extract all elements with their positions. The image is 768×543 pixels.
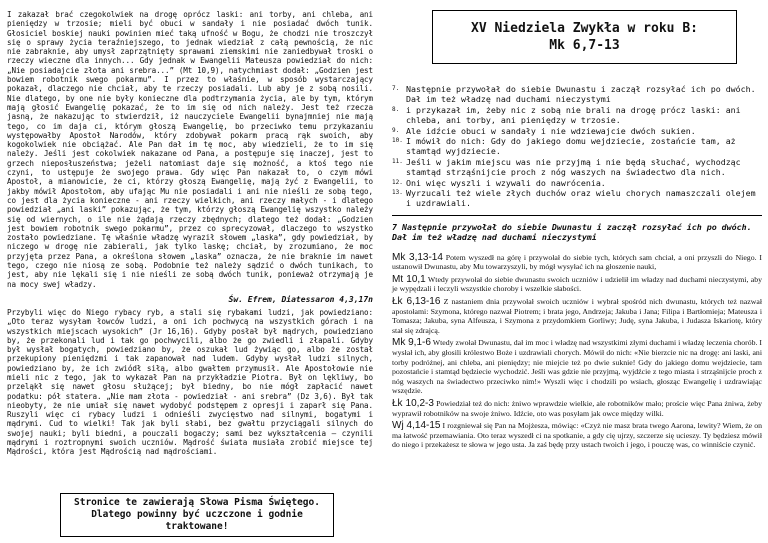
notice-line-1: Stronice te zawierają Słowa Pisma Świętego. bbox=[74, 497, 320, 508]
commentary-paragraph-2: Przybyli więc do Niego rybacy ryb, a stali się rybakami ludzi, jak powiedziano: „Oto teraz wysyłam łowców ludzi, a oni ich pochwycą na wszystkich górach i na wszystkich miejscach wysokich” (Jr 16,16). Gdyby posłał był mądrych, powiedziano by, że przekonali lud i tak go pochwycili, albo że go zwiedli i złapali. Gdyby był wysłał bogatych, powiedziano by, że oszukał lud żywiąc go, albo że został przekupiony pieniędzmi i tak zapanował nad ludem. Gdyby wysłał ludzi silnych, powiedziano by, że ich zwiódł siłą, albo gwałtem przymusił. Ale Apostołowie nie mieli nic z tego, jak to wykazał Pan na przykładzie Piotra. Był on lękliwy, bo przeląkł się nawet głosu służącej; był biedny, bo nie mógł zapłacić nawet podatku: pół statera. „Nie mam złota - powiedział - ani srebra” (Dz 3,6). Był tak nieobyty, że nie umiał się nawet wydobyć podstępem z opresji i zaparł się Pana. Ruszyli więc ci rybacy ludzi i odnieśli zwycięstwo nad silnymi, bogatymi i mądrymi. Cud to wielki! Tak jak byli słabi, bez gwałtu przyciągali silnych do swojej nauki; byli biedni, a pouczali bogaczy; sami bez wykształcenia – czynili mądrymi i roztropnymi swoich uczniów. Mądrość świata musiała zrobić miejsce tej Mądrości, która jest Mądrością nad mądrościami. bbox=[7, 307, 373, 457]
verse-item: 7. Następnie przywołał do siebie Dwunastu i zaczął rozsyłać ich po dwóch. Dał im też władzę nad duchami nieczystymi bbox=[392, 84, 756, 105]
cross-reference-item: Mk 9,1-6 Wtedy zwołał Dwunastu, dał im moc i władzę nad wszystkimi złymi duchami i władzę leczenia chorób. I wysłał ich, aby głosili królestwo Boże i uzdrawiali chorych. Mówił do nich: «Nie bierzcie nic na drogę: ani laski, ani torby podróżnej, ani chleba, ani pieniędzy; nie miejcie też po dwie suknie! Gdy do jakiego domu wejdziecie, tam pozostańcie i stamtąd będziecie wychodzić. Jeśli was gdzie nie przyjmą, wyjdźcie z tego miasta i strząśnijcie proch z nóg waszych na świadectwo przeciwko nim!» Wyszli więc i chodzili po wsiach, głosząc Ewangelię i uzdrawiając wszędzie. bbox=[392, 337, 762, 396]
notice-line-2: Dlatego powinny być uczczone i godnie traktowane! bbox=[91, 509, 303, 532]
reference-label: Mk 9,1-6 bbox=[392, 337, 431, 349]
verse-item: 13. Wyrzucali też wiele złych duchów oraz wielu chorych namaszczali olejem i uzdrawiali. bbox=[392, 188, 756, 209]
verse-item: 12. Oni więc wyszli i wzywali do nawrócenia. bbox=[392, 177, 606, 188]
reading-column bbox=[392, 10, 762, 453]
reference-label: Łk 10,2-3 bbox=[392, 398, 434, 409]
commentary-paragraph-1: I zakazał brać czegokolwiek na drogę oprócz laski: ani torby, ani chleba, ani pieniędzy w trzosie; mieli być obuci w sandały i nie posiadać dwóch tunik. Głosiciel boskiej nauki powinien mieć taką ufność w Bogu, że chodzi nie troszczył się o sprawy życia teraźniejszego, to jednak wiedział z całą pewnością, że nic nie zabraknie, aby umysł zaprzątnięty sprawami ziemskimi nie zaniedbywał troski o rzeczy wieczne dla innych... Gdy jednak w Ewangelii Mateusza powiedział do nich: „Nie posiadajcie złota ani srebra...” (Mt 10,9), natychmiast dodał: „Godzien jest bowiem robotnik swego pokarmu”. I przez to właśnie, w sposób wystarczający pokazał, dlaczego nie chciał, aby te rzeczy posiadali. Lub aby je z sobą nosili. Nie dlatego, by one nie były konieczne dla podtrzymania życia, ale by tym, którym mają głosić Ewangelię pokazać, że to im się od nich należy. Jest też rzecza jasną, że nakazując to stwierdził, iż nauczyciele Ewangelii bynajmniej nie mają tego, co im daja ci, którym głoszą Ewangelię, bo przeciwko temu przykazaniu występowałby Apostoł Narodów, który zdobywał pokarm pracą rąk swoich, aby kogokolwiek nie obciążać. Ale Pan dał im tę moc, aby wiedzieli, że to im się należy. Jeśli jest cokolwiek nakazane od Pana, a postępuje się inaczej, jest to grzech nieposłuszeństwa; jeżeli natomiast daje się możność, a ktoś tego nie czyni, to ustępuje że swojego prawa. Gdy więc Pan nakazał to, o czym mówi Apostoł, a mianowicie, że ci, którzy głoszą Ewangelię, mają żyć z Ewangelii, to jakby mówił Apostołom, aby ufając Mu nie posiadali i ani nie nieśli ze sobą tego, co jest dla życia konieczne - ani rzeczy wielkich, ani rzeczy małych - i dlatego powiedział „ani laski” pokazując, że tym, którzy głoszą Ewangelię wszystko należy się od wiernych, o ile nie żądają rzeczy zbędnych; dlatego też dodał: „Godzien jest bowiem robotnik swego pokarmu”, przez co sprecyzował, dlaczego to wszystko zostało powiedziane. Tę właśnie władzę wyraził słowem „laska”, gdy powiedział, by niczego w drogę nie zabierali, jak tylko laskę; chciał, by zrozumiano, że moc przyjęta przez Pana, a określona słowem „laska” oznacza, że nie braknie im nawet tego, czego nie niosą ze sobą. Podobnie też należy sądzić o dwóch tunikach, to jest, aby nie lękali się i nie nieśli ze sobą dwóch tunik, ponieważ otrzymają je na mocy swej władzy. bbox=[7, 10, 373, 289]
page-title: XV Niedziela Zwykła w roku B: bbox=[471, 21, 698, 36]
cross-reference-item: Łk 6,13-16 Z nastaniem dnia przywołał swoich uczniów i wybrał spośród nich dwunastu, których też nazwał apostołami: Szymona, którego nazwał Piotrem; i brata jego, Andrzeja; Jakuba i Jana; Filipa i Bartłomieja; Mateusza i Tomasza; Jakuba, syna Alfeusza, i Szymona z przydomkiem Gorliwy; Judę, syna Jakuba, i Judasza Iskariotę, który stał się zdrajcą. bbox=[392, 296, 762, 335]
cross-reference-item: Łk 10,2-3 Powiedział też do nich: żniwo wprawdzie wielkie, ale robotników mało; proście więc Pana żniwa, żeby wyprawił robotników na swoje żniwo. Idźcie, oto was posyłam jak owce między wilki. bbox=[392, 398, 762, 418]
commentary-column bbox=[7, 10, 373, 457]
section-divider bbox=[392, 215, 762, 216]
cross-reference-item: Mt 10,1 Wtedy przywołał do siebie dwunastu swoich uczniów i udzielił im władzy nad duchami nieczystymi, aby je wypędzali i leczyli wszystkie choroby i wszelkie słabości. bbox=[392, 273, 762, 294]
cross-reference-item: Wj 4,14-15 I rozgniewał się Pan na Mojżesza, mówiąc: «Czyż nie masz brata twego Aarona, lewity? Wiem, że on ma łatwość przemawiania. Oto teraz wyszedł ci na spotkanie, a gdy cię ujrzy, szczerze się ucieszy. Ty będziesz mówił do niego i przekażesz te słowa w jego usta. Ja zaś będę przy ustach twoich i jego, i pouczę was, co winniście czynić. bbox=[392, 420, 762, 450]
title-box bbox=[432, 10, 737, 64]
verse-item: 11. Jeśli w jakim miejscu was nie przyjmą i nie będą słuchać, wychodząc stamtąd strząśnijcie proch z nóg waszych na świadectwo dla nich. bbox=[392, 156, 741, 178]
reference-label: Wj 4,14-15 bbox=[392, 420, 441, 432]
page-subtitle: Mk 6,7-13 bbox=[549, 38, 620, 53]
reference-label: Mt 10,1 bbox=[392, 273, 426, 285]
reference-label: Łk 6,13-16 bbox=[392, 296, 441, 308]
reference-label: Mk 3,13-14 bbox=[392, 251, 443, 263]
verse-item: 10. I mówił do nich: Gdy do jakiego domu wejdziecie, zostańcie tam, aż stamtąd wyjdziecie. bbox=[392, 136, 736, 157]
verse-item: 8. i przykazał im, żeby nic z sobą nie brali na drogę prócz laski: ani chleba, ani torby, ani pieniędzy w trzosie. bbox=[392, 104, 741, 126]
highlighted-verse: 7 Następnie przywołał do siebie Dwunastu i zaczął rozsyłać ich po dwóch. Dał im też władzę nad duchami nieczystymi bbox=[392, 221, 752, 243]
verse-item: 9. Ale idźcie obuci w sandały i nie wdziewajcie dwóch sukien. bbox=[392, 125, 696, 136]
commentary-signature: Św. Efrem, Diatessaron 4,3,17n bbox=[228, 294, 373, 304]
reverence-notice bbox=[60, 493, 334, 537]
gospel-verses bbox=[392, 84, 762, 209]
cross-reference-item: Mk 3,13-14 Potem wyszedł na górę i przywołał do siebie tych, których sam chciał, a oni przyszli do Niego. I ustanowił Dwunastu, aby Mu towarzyszyli, by mógł wysyłać ich na głoszenie nauki, bbox=[392, 251, 762, 272]
cross-references bbox=[392, 253, 762, 450]
